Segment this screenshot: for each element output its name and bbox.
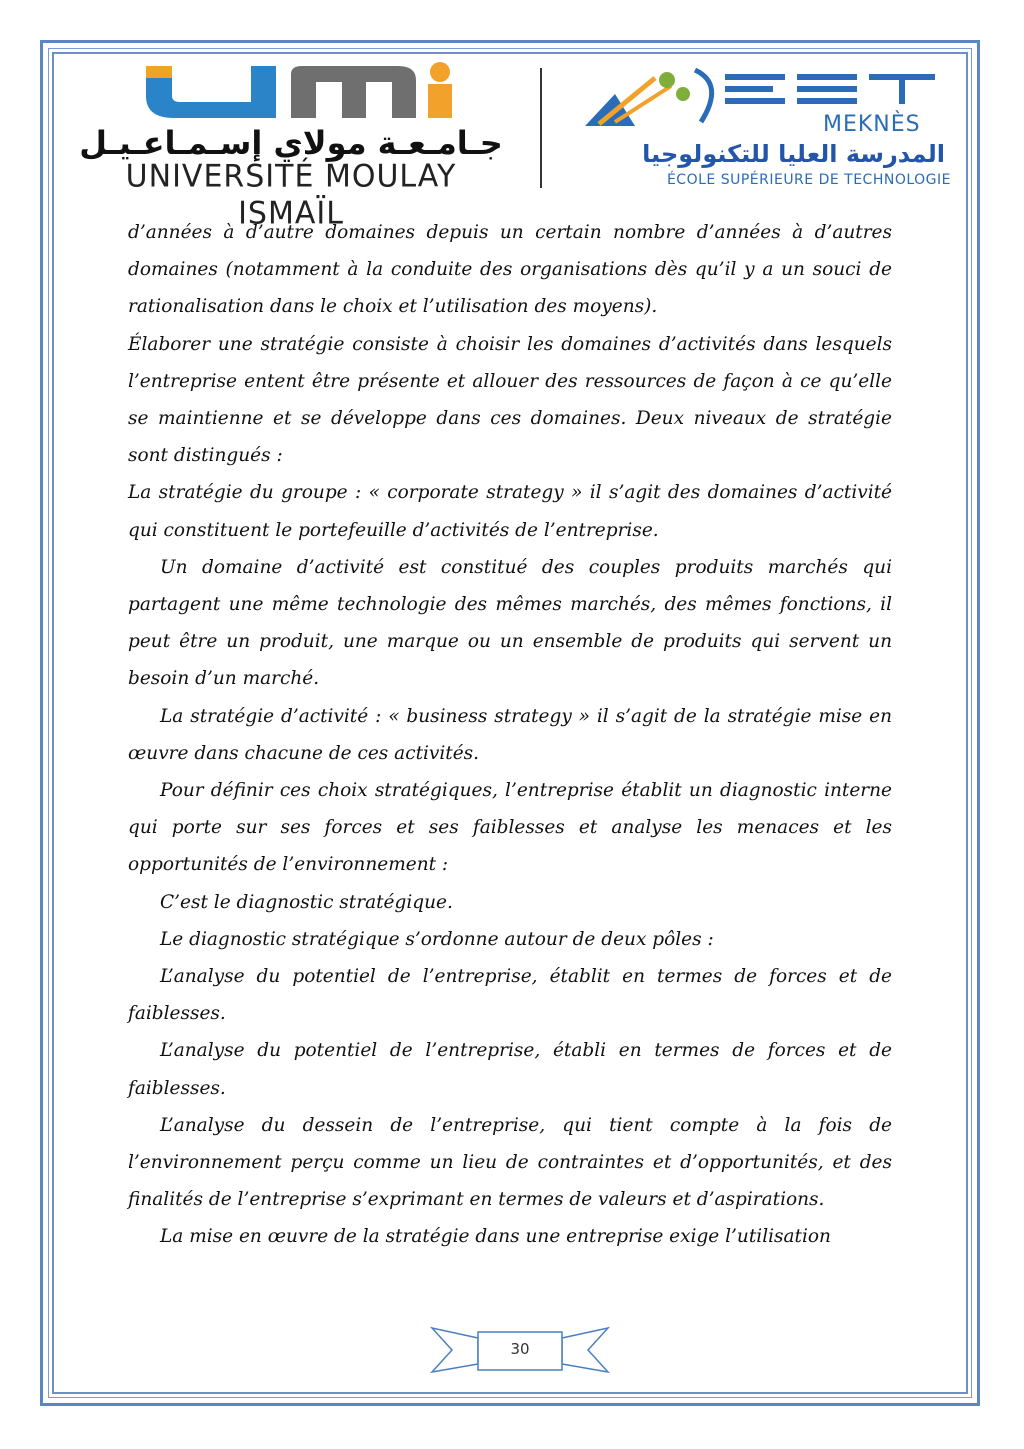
est-emblem-arc <box>695 70 712 122</box>
paragraph-10: L’analyse du potentiel de l’entreprise, établi en termes de forces et de faiblesses. <box>128 1040 892 1099</box>
umi-name-arabic: جـامـعـة مولاي إسـمـاعـيـل <box>79 124 503 162</box>
paragraph-1: d’années à d’autre domaines depuis un certain nombre d’années à d’autres domaines (notamment à la conduite des organisations dès qu’il y a un souci de rationalisation dans le choix et l’utilisation des moyens). <box>128 222 892 318</box>
paragraph-12: La mise en œuvre de la stratégie dans une entreprise exige l’utilisation <box>160 1226 831 1248</box>
paragraph-7: C’est le diagnostic stratégique. <box>160 891 453 913</box>
est-name-french: ÉCOLE SUPÉRIEURE DE TECHNOLOGIE <box>666 172 951 188</box>
paragraph-5: La stratégie d’activité : « business strategy » il s’agit de la stratégie mise en œuvre dans chacune de ces activités. <box>128 705 892 764</box>
est-letter-s-bot <box>797 98 857 104</box>
est-letter-s-mid <box>797 86 857 92</box>
ribbon-right-tail <box>562 1328 608 1372</box>
umi-orange-accent <box>146 66 172 78</box>
paragraph-2: Élaborer une stratégie consiste à choisir les domaines d’activités dans lesquels l’entreprise entent être présente et allouer des ressources de façon à ce qu’elle se maintienne et se développe dans ces domaines. Deux niveaux de stratégie sont distingués : <box>128 333 892 467</box>
umi-letter-m <box>291 66 416 118</box>
umi-logo-graphic <box>76 62 506 124</box>
est-emblem-leaf-2 <box>676 87 690 101</box>
ribbon-left-tail <box>432 1328 478 1372</box>
page-number: 30 <box>510 1340 530 1358</box>
umi-logo <box>76 62 506 232</box>
est-name-arabic: المدرسة العليا للتكنولوجيا <box>642 140 945 168</box>
umi-letter-i <box>428 84 452 118</box>
paragraph-8: Le diagnostic stratégique s’ordonne autour de deux pôles : <box>160 928 714 950</box>
body-text <box>128 214 892 1256</box>
est-letter-s-top <box>797 74 857 80</box>
est-logo <box>575 64 955 194</box>
est-letter-e-bot <box>725 98 785 104</box>
est-city: MEKNÈS <box>823 112 921 137</box>
est-letter-t-stem <box>899 74 905 104</box>
est-letter-e-mid <box>725 86 773 92</box>
est-emblem-leaf <box>659 72 675 88</box>
paragraph-6: Pour définir ces choix stratégiques, l’entreprise établit un diagnostic interne qui porte sur ses forces et ses faiblesses et analyse les menaces et les opportunités de l’environnement : <box>128 780 892 876</box>
paragraph-3: La stratégie du groupe : « corporate strategy » il s’agit des domaines d’activité qui constituent le portefeuille d’activités de l’entreprise. <box>128 482 892 541</box>
paragraph-4: Un domaine d’activité est constitué des couples produits marchés qui partagent une même technologie des mêmes marchés, des mêmes fonctions, il peut être un produit, une marque ou un ensemble de produits qui servent un besoin d’un marché. <box>128 556 892 690</box>
umi-dot-i <box>430 62 450 82</box>
est-letter-e-top <box>725 74 785 80</box>
header-divider <box>540 68 542 188</box>
paragraph-11: L’analyse du dessein de l’entreprise, qui tient compte à la fois de l’environnement perçu comme un lieu de contraintes et d’opportunités, et des finalités de l’entreprise s’exprimant en termes de valeurs et d’aspirations. <box>128 1114 892 1211</box>
paragraph-9: L’analyse du potentiel de l’entreprise, établit en termes de forces et de faiblesses. <box>128 966 892 1025</box>
page-header <box>70 60 960 232</box>
umi-name-french: UNIVERSITÉ MOULAY ISMAÏL <box>125 158 457 232</box>
